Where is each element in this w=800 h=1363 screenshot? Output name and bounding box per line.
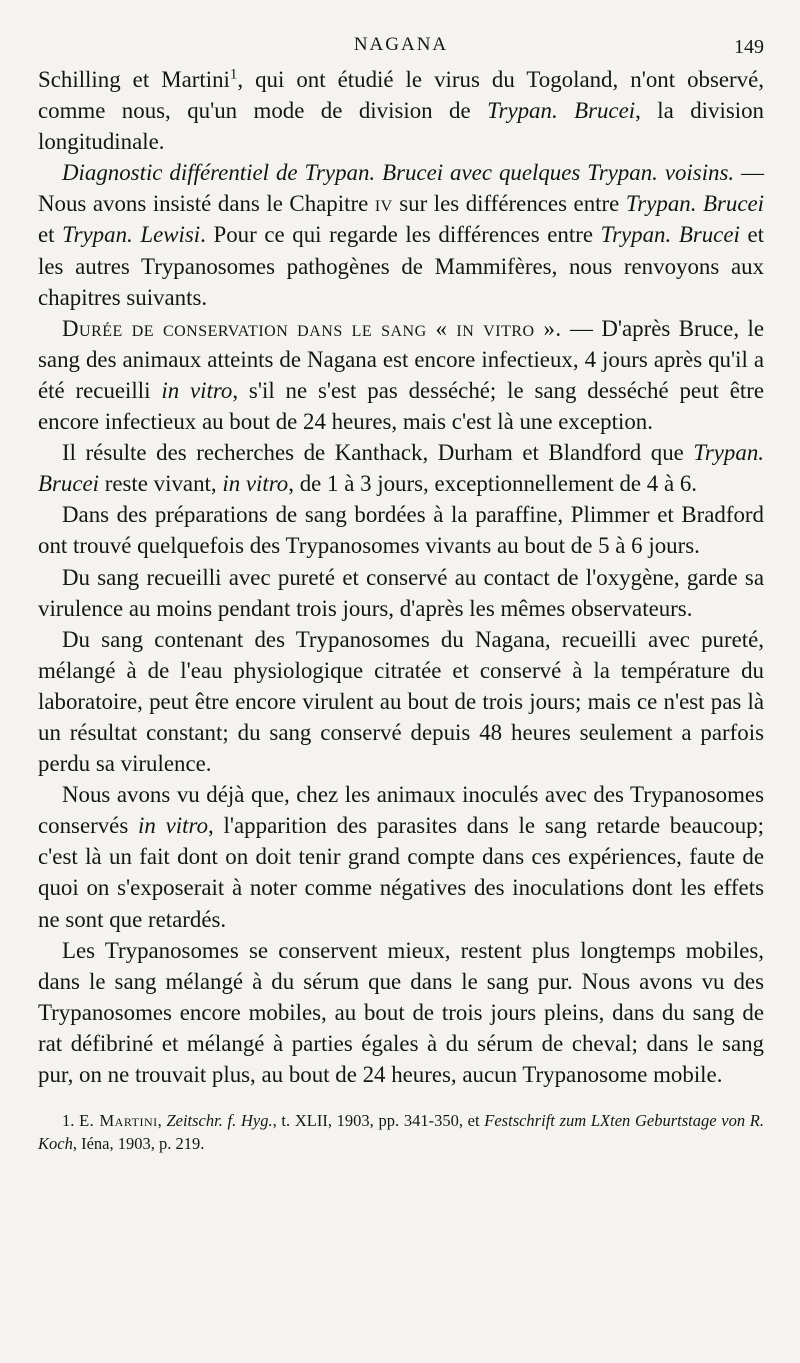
chapter-number: iv [374, 191, 393, 217]
text-run: — D'après Bruce, le sang des animaux atteints de Nagana est encore infectieux, 4 jours après qu'il a été recueilli [38, 315, 764, 403]
paragraph-5: Dans des préparations de sang bordées à la paraffine, Plimmer et Bradford ont trouvé quelquefois des Trypanosomes vivants au bout de 5 à 6 jours. [38, 502, 764, 559]
page-number: 149 [734, 36, 764, 58]
text-run: Schilling et Martini [38, 67, 230, 92]
section-heading: Durée de conservation dans le sang « in vitro ». [62, 315, 562, 341]
text-run: — Nous avons insisté dans le Chapitre [38, 160, 764, 217]
text-run: , qui ont étudié le virus du Togoland, n'ont observé, comme nous, qu'un mode de division de [38, 67, 764, 124]
paragraph-2 [38, 157, 764, 312]
text-run: sur les différences entre [392, 191, 626, 217]
text-run: , Iéna, 1903, p. 219. [72, 1133, 205, 1153]
text-run: reste vivant, [99, 471, 223, 497]
taxon-name: Trypan. Brucei [625, 191, 764, 217]
taxon-name: Trypan. Lewisi [62, 222, 201, 248]
text-run: et les autres Trypanosomes pathogènes de Mammifères, nous renvoyons aux chapitres suivants. [38, 222, 764, 310]
text-run: et [38, 222, 63, 248]
paragraph-6: Du sang recueilli avec pureté et conservé au contact de l'oxygène, garde sa virulence au moins pendant trois jours, d'après les mêmes observateurs. [38, 564, 764, 621]
footnote-author: E. Martini [79, 1111, 158, 1131]
paragraph-9: Les Trypanosomes se conservent mieux, restent plus longtemps mobiles, dans le sang mélangé à du sérum que dans le sang pur. Nous avons vu des Trypanosomes encore mobiles, au bout de trois jours pleins, dans du sang de rat défibriné et mélangé à parties égales à du sérum de cheval; dans le sang pur, on ne trouvait plus, au bout de 24 heures, aucun Trypanosome mobile. [38, 937, 764, 1087]
text-run: Il résulte des recherches de Kanthack, Durham et Blandford que [62, 440, 694, 466]
taxon-name: Trypan. Brucei [38, 440, 764, 497]
body-text [38, 64, 764, 1090]
taxon-name: Trypan. Brucei [487, 98, 636, 124]
latin-phrase: in vitro [161, 377, 233, 403]
paragraph-3 [38, 313, 764, 437]
section-heading: Diagnostic différentiel de Trypan. Brucei avec quelques Trypan. voisins. [62, 160, 735, 186]
footnotes [38, 1110, 764, 1155]
book-title: Festschrift zum LXten Geburtstage von R. Koch [38, 1111, 765, 1153]
text-run: , t. XLII, 1903, pp. 341-350, et [272, 1111, 485, 1131]
text-run: . Pour ce qui regarde les différences entre [200, 222, 601, 248]
paragraph-7: Du sang contenant des Trypanosomes du Nagana, recueilli avec pureté, mélangé à de l'eau physiologique citratée et conservé à la température du laboratoire, peut être encore virulent au bout de trois jours; mais ce n'est pas là un résultat constant; du sang conservé depuis 48 heures seulement a parfois perdu sa virulence. [38, 626, 764, 777]
footnote-number: 1. [62, 1111, 75, 1131]
running-title: NAGANA [353, 34, 449, 55]
paragraph-8 [38, 779, 764, 934]
latin-phrase: in vitro [222, 471, 289, 497]
text-run: , s'il ne s'est pas desséché; le sang desséché peut être encore infectieux au bout de 24 heures, mais c'est là une exception. [38, 377, 764, 435]
text-run: , [157, 1111, 167, 1131]
taxon-name: Trypan. Brucei [600, 222, 740, 248]
text-run: , la division longitudinale. [38, 98, 764, 155]
journal-title: Zeitschr. f. Hyg. [166, 1111, 273, 1131]
text-run: , l'apparition des parasites dans le sang retarde beaucoup; c'est là un fait dont on doit tenir grand compte dans ces expériences, faute de quoi on s'exposerait à noter comme négatives des inoculations dont les effets ne sont que retardés. [38, 813, 764, 932]
footnote-1 [38, 1110, 764, 1155]
page-header [38, 34, 764, 64]
paragraph-4 [38, 437, 764, 499]
latin-phrase: in vitro [138, 813, 209, 839]
text-run: Nous avons vu déjà que, chez les animaux inoculés avec des Trypanosomes conservés [38, 782, 764, 839]
footnote-ref: 1 [229, 66, 238, 83]
paragraph-1 [38, 64, 764, 157]
text-run: , de 1 à 3 jours, exceptionnellement de 4 à 6. [288, 471, 697, 497]
